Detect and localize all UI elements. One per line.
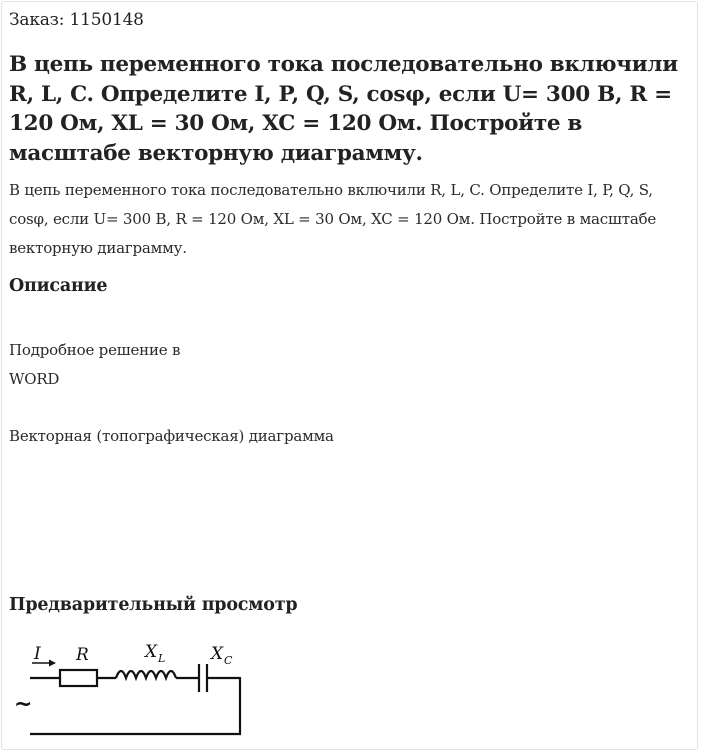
current-label: I: [34, 644, 41, 664]
preview-heading: Предварительный просмотр: [9, 595, 298, 615]
capacitor-label: X: [211, 644, 224, 664]
capacitor-subscript: C: [224, 654, 233, 667]
order-number: Заказ: 1150148: [9, 10, 144, 30]
inductor-subscript: L: [158, 652, 166, 665]
inductor-label: X: [145, 642, 158, 662]
circuit-preview-image: [10, 636, 250, 741]
description-heading: Описание: [9, 276, 108, 296]
task-text: В цепь переменного тока последовательно включили R, L, C. Определите I, P, Q, S, cosφ, если U= 300 B, R = 120 Ом, XL = 30 Ом, XC = 120 Ом. Постройте в масштабе векторную диаграмму.: [9, 181, 657, 257]
resistor-symbol: [60, 670, 97, 686]
description-line-diagram: Векторная (топографическая) диаграмма: [9, 427, 334, 445]
inductor-symbol: [116, 671, 176, 678]
task-title: В цепь переменного тока последовательно включили R, L, C. Определите I, P, Q, S, cosφ, если U= 300 B, R = 120 Ом, XL = 30 Ом, XC = 120 Ом. Постройте в масштабе векторную диаграмму.: [9, 52, 678, 166]
ac-source-symbol: ~: [14, 692, 33, 717]
resistor-label: R: [76, 645, 89, 665]
description-line-solution: Подробное решение в: [9, 341, 181, 359]
description-line-format: WORD: [9, 370, 60, 388]
